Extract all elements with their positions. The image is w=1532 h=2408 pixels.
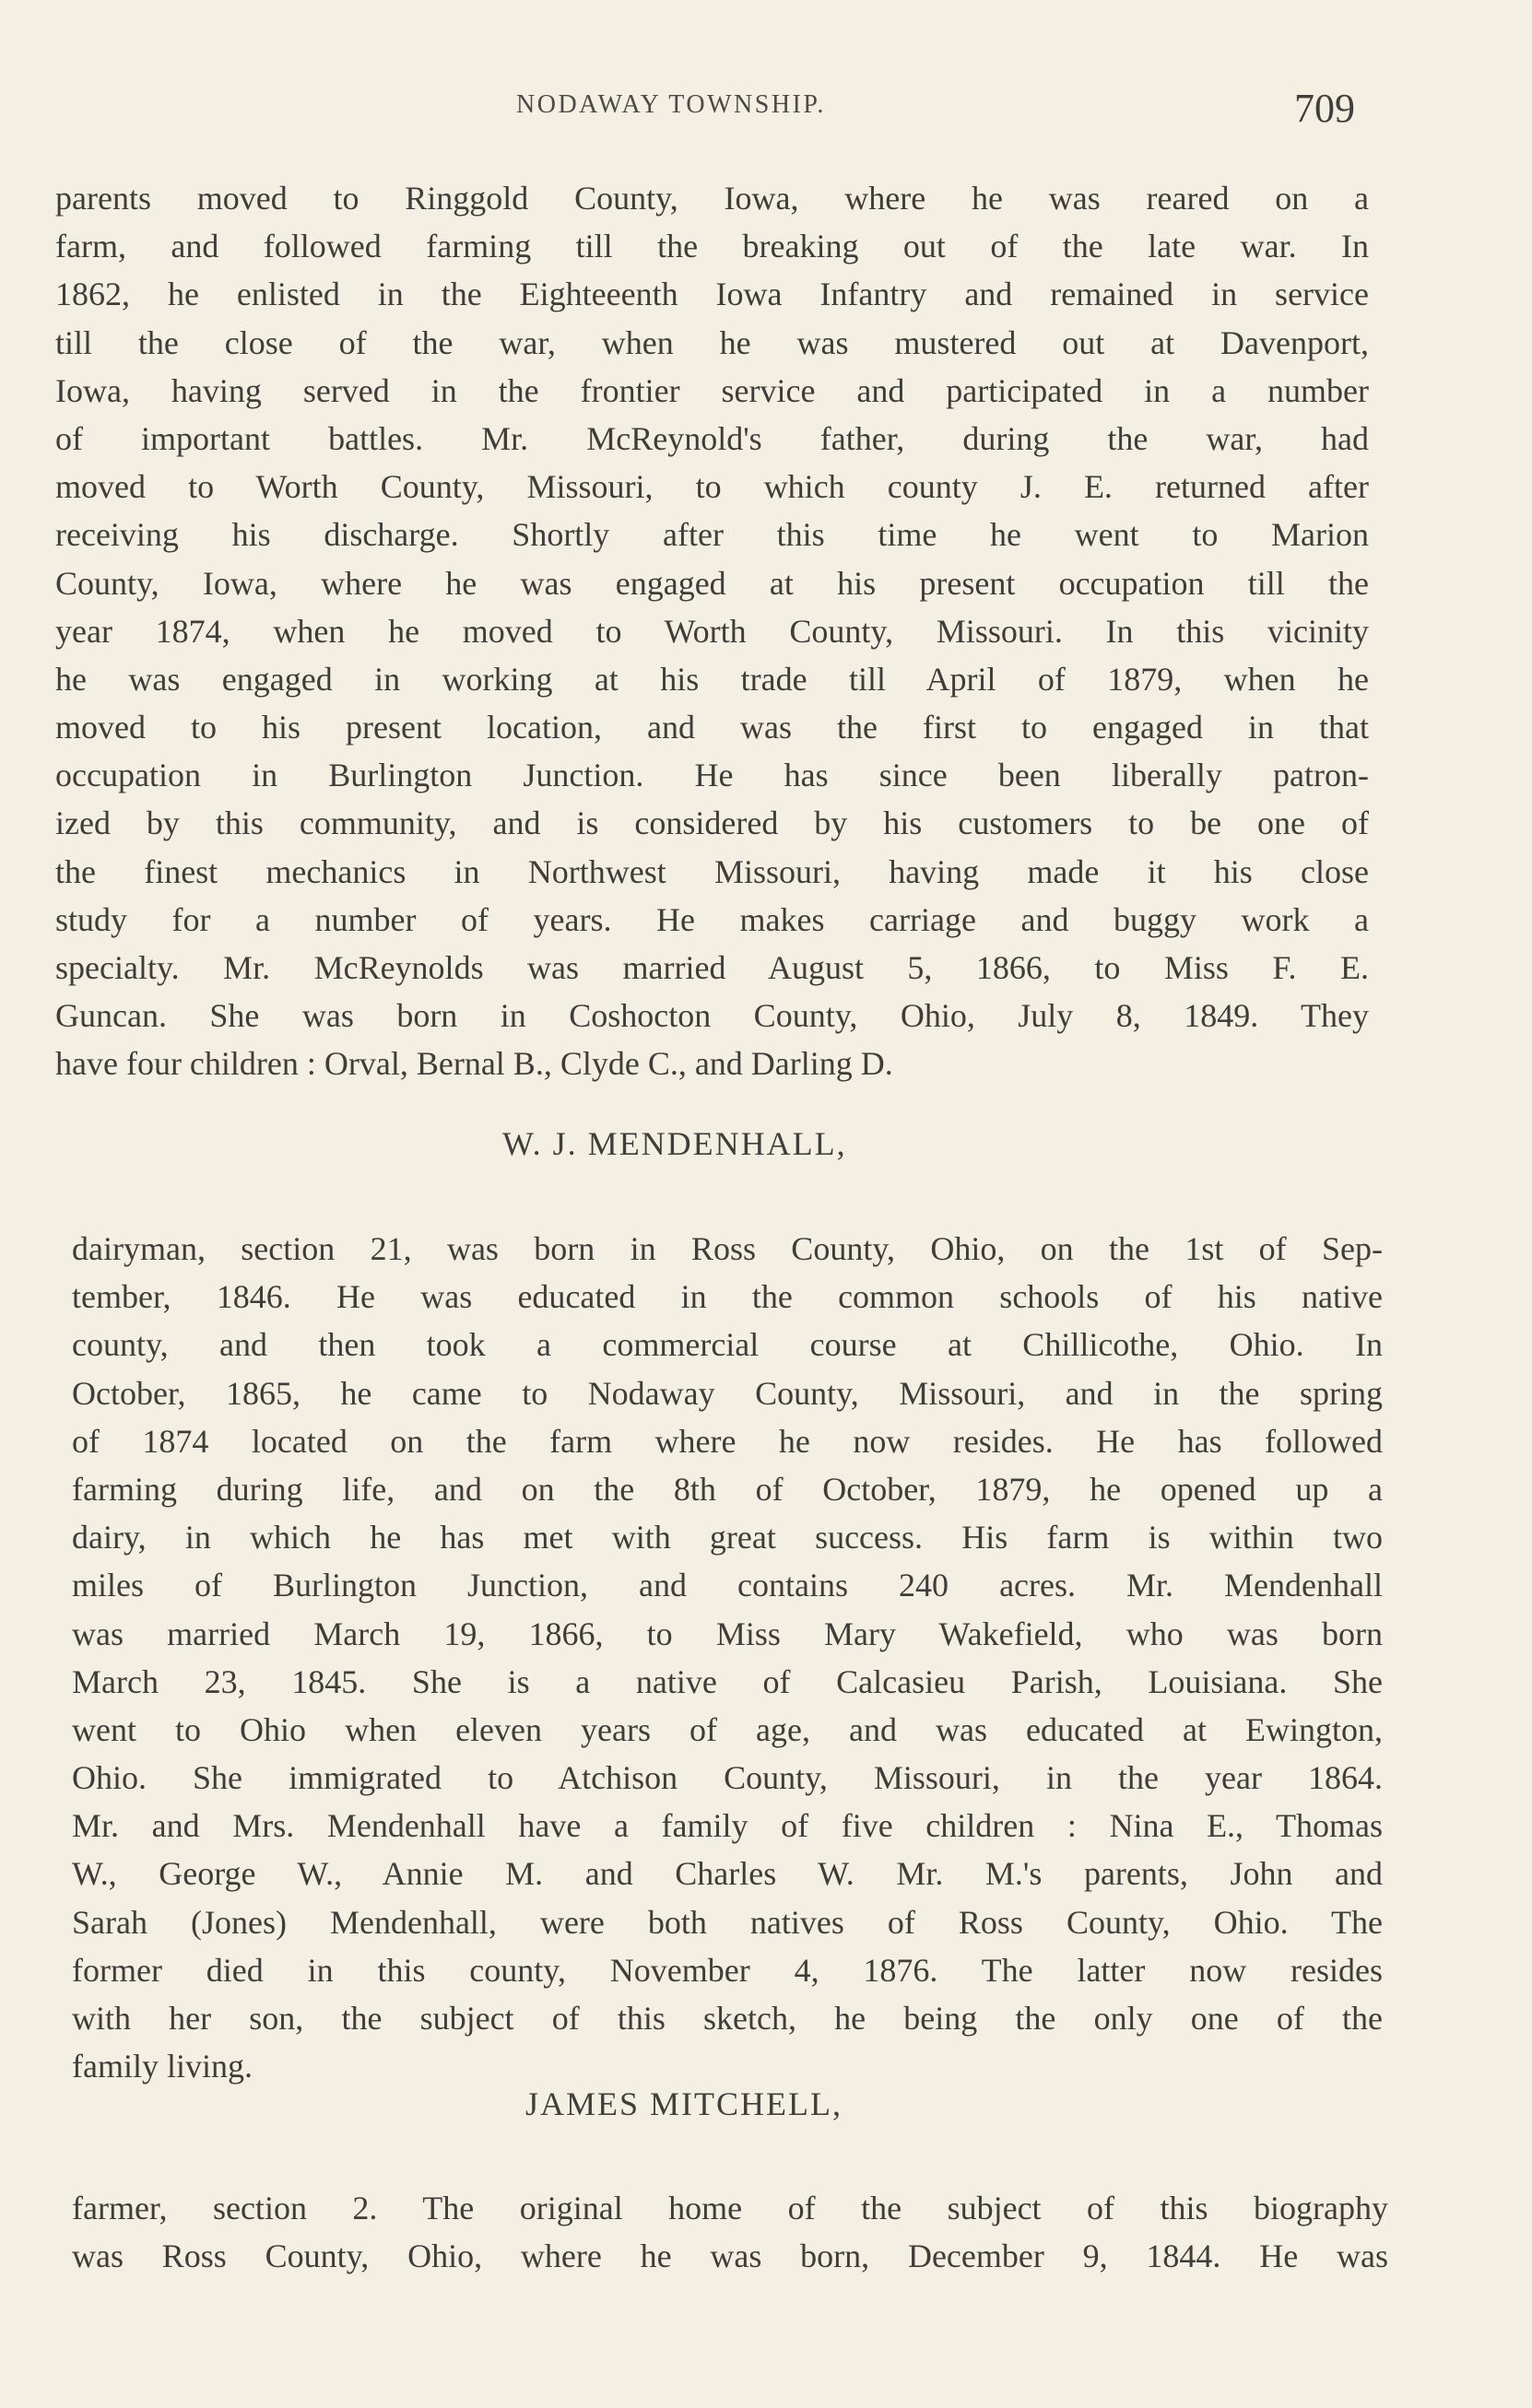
text-line: tember, 1846. He was educated in the common schools of his native bbox=[72, 1278, 1383, 1316]
text-line: moved to his present location, and was the first to engaged in that bbox=[55, 709, 1369, 746]
text-line: parents moved to Ringgold County, Iowa, where he was reared on a bbox=[55, 180, 1369, 217]
text-line: with her son, the subject of this sketch, he being the only one of the bbox=[72, 2000, 1383, 2037]
text-line: occupation in Burlington Junction. He has since been liberally patron- bbox=[55, 757, 1369, 794]
text-line: W., George W., Annie M. and Charles W. Mr. M.'s parents, John and bbox=[72, 1855, 1383, 1893]
text-line: farming during life, and on the 8th of October, 1879, he opened up a bbox=[72, 1470, 1383, 1508]
section-heading-mitchell: JAMES MITCHELL, bbox=[525, 2085, 843, 2122]
text-line: Mr. and Mrs. Mendenhall have a family of five children : Nina E., Thomas bbox=[72, 1807, 1383, 1845]
text-line: March 23, 1845. She is a native of Calcasieu Parish, Louisiana. She bbox=[72, 1662, 1383, 1700]
text-line: the finest mechanics in Northwest Missouri, having made it his close bbox=[55, 852, 1369, 890]
text-line: have four children : Orval, Bernal B., Clyde C., and Darling D. bbox=[55, 1045, 893, 1083]
text-line: Ohio. She immigrated to Atchison County, Missouri, in the year 1864. bbox=[72, 1759, 1383, 1797]
mendenhall-paragraph bbox=[72, 1225, 1383, 2090]
text-line: moved to Worth County, Missouri, to which county J. E. returned after bbox=[55, 468, 1369, 506]
text-line: county, and then took a commercial course at Chillicothe, Ohio. In bbox=[72, 1326, 1383, 1364]
text-line: family living. bbox=[72, 2048, 253, 2085]
text-line: specialty. Mr. McReynolds was married August 5, 1866, to Miss F. E. bbox=[55, 949, 1369, 986]
text-line: County, Iowa, where he was engaged at his present occupation till the bbox=[55, 564, 1369, 602]
text-line: he was engaged in working at his trade till April of 1879, when he bbox=[55, 660, 1369, 698]
text-line: farmer, section 2. The original home of the subject of this biography bbox=[72, 2190, 1388, 2226]
text-line: was married March 19, 1866, to Miss Mary Wakefield, who was born bbox=[72, 1615, 1383, 1652]
section-heading-mendenhall: W. J. MENDENHALL, bbox=[502, 1125, 847, 1162]
text-line: receiving his discharge. Shortly after this time he went to Marion bbox=[55, 516, 1369, 554]
text-line: Guncan. She was born in Coshocton County, Ohio, July 8, 1849. They bbox=[55, 997, 1369, 1035]
text-line: dairy, in which he has met with great success. His farm is within two bbox=[72, 1519, 1383, 1556]
text-line: 1862, he enlisted in the Eighteeenth Iowa Infantry and remained in service bbox=[55, 276, 1369, 313]
mitchell-paragraph bbox=[72, 2184, 1388, 2280]
text-line: miles of Burlington Junction, and contains 240 acres. Mr. Mendenhall bbox=[72, 1567, 1383, 1604]
text-line: former died in this county, November 4, 1876. The latter now resides bbox=[72, 1951, 1383, 1989]
text-line: farm, and followed farming till the breaking out of the late war. In bbox=[55, 228, 1369, 265]
text-line: till the close of the war, when he was mustered out at Davenport, bbox=[55, 323, 1369, 361]
running-title: NODAWAY TOWNSHIP. bbox=[516, 90, 826, 119]
text-line: Sarah (Jones) Mendenhall, were both natives of Ross County, Ohio. The bbox=[72, 1903, 1383, 1941]
text-line: was Ross County, Ohio, where he was born, December 9, 1844. He was bbox=[72, 2238, 1388, 2275]
text-line: of important battles. Mr. McReynold's father, during the war, had bbox=[55, 419, 1369, 457]
text-line: study for a number of years. He makes carriage and buggy work a bbox=[55, 900, 1369, 938]
continuation-paragraph bbox=[55, 174, 1369, 1088]
text-line: October, 1865, he came to Nodaway County, Missouri, and in the spring bbox=[72, 1374, 1383, 1412]
text-line: went to Ohio when eleven years of age, and was educated at Ewington, bbox=[72, 1710, 1383, 1748]
text-line: year 1874, when he moved to Worth County, Missouri. In this vicinity bbox=[55, 612, 1369, 650]
page-number: 709 bbox=[1294, 86, 1355, 131]
text-line: dairyman, section 21, was born in Ross County, Ohio, on the 1st of Sep- bbox=[72, 1230, 1383, 1267]
running-head bbox=[0, 86, 1532, 131]
text-line: ized by this community, and is considered by his customers to be one of bbox=[55, 805, 1369, 842]
text-line: of 1874 located on the farm where he now resides. He has followed bbox=[72, 1422, 1383, 1460]
text-line: Iowa, having served in the frontier service and participated in a number bbox=[55, 371, 1369, 409]
